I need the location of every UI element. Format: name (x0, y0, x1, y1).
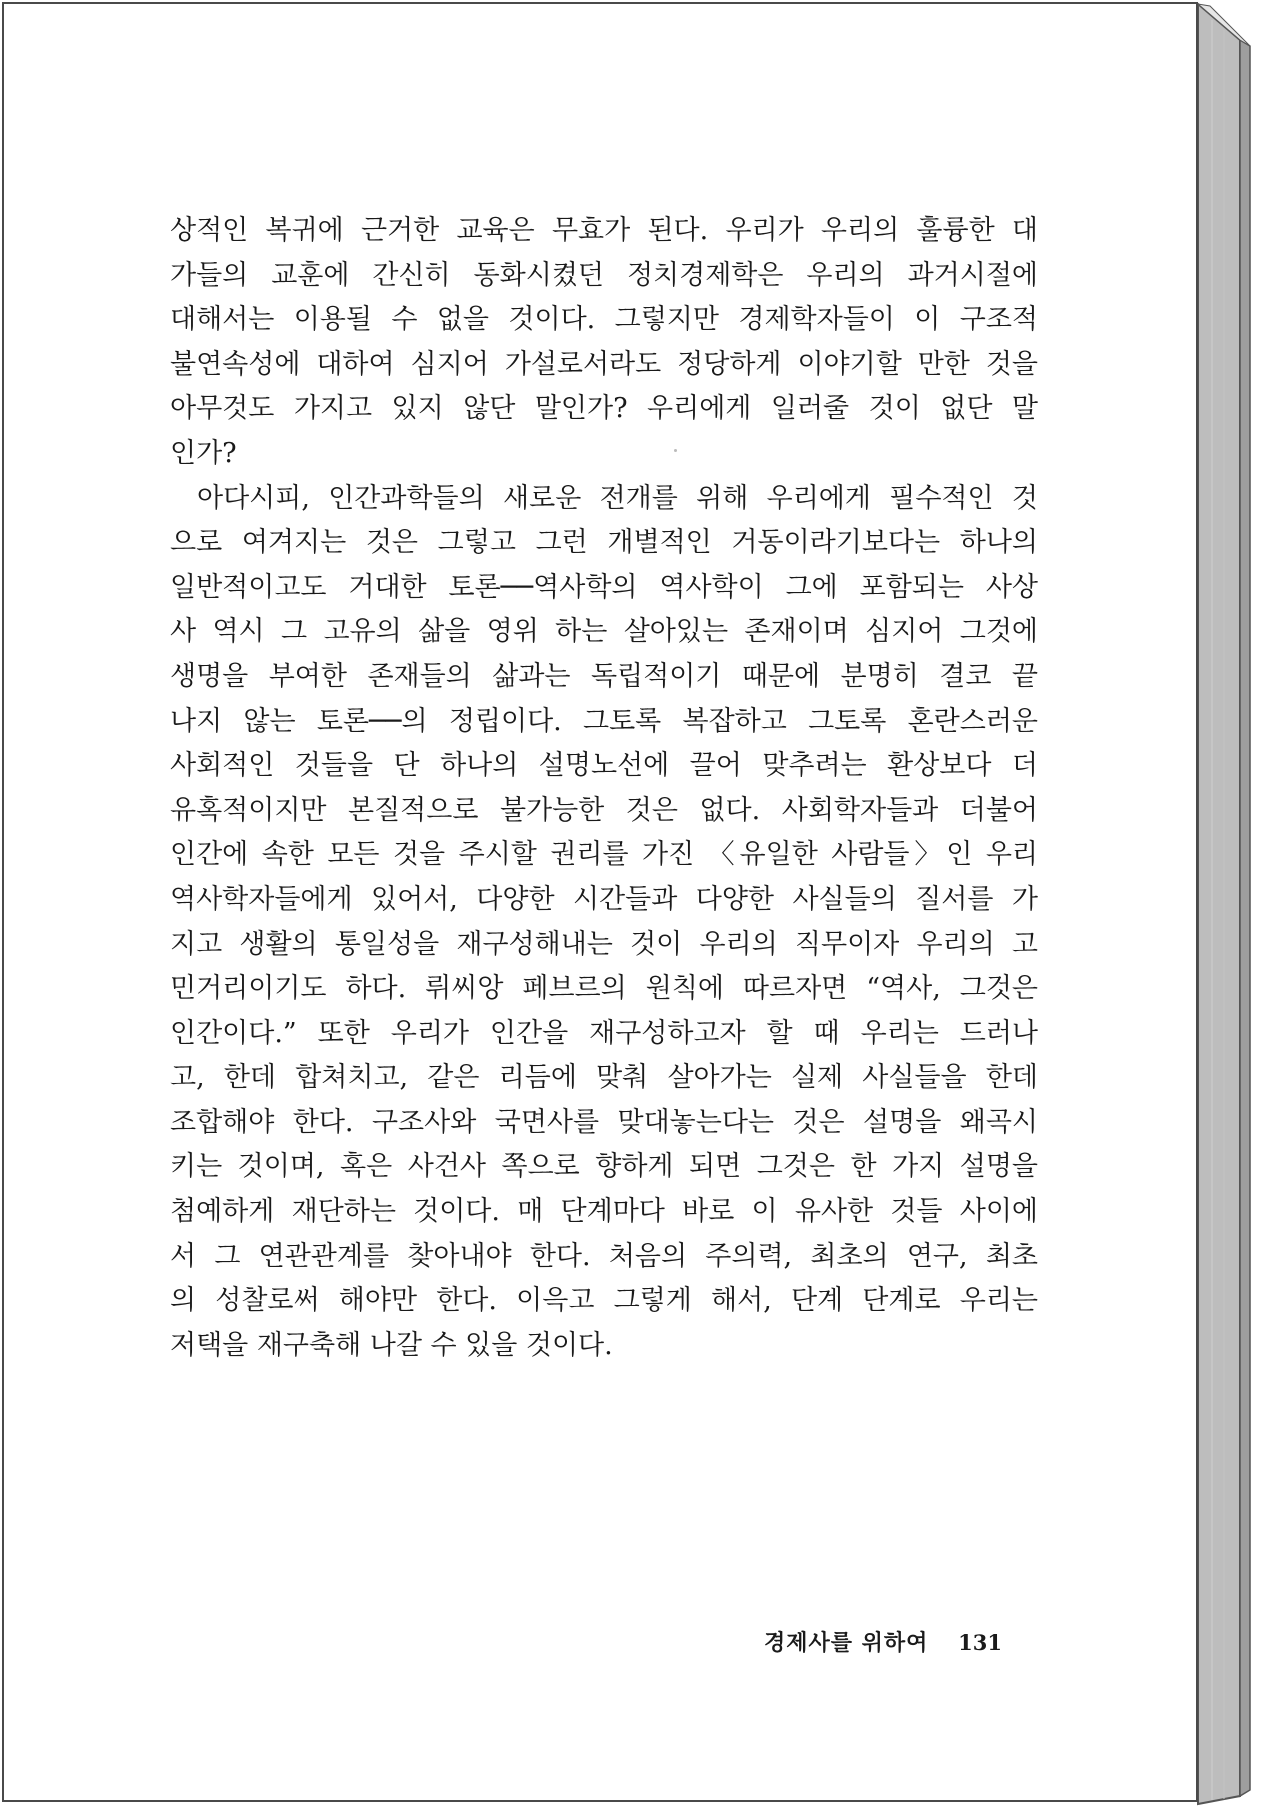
page-number: 131 (958, 1630, 1002, 1655)
text-line: 인간이다.” 또한 우리가 인간을 재구성하고자 할 때 우리는 드러나 (170, 1017, 1038, 1049)
text-line: 지고 생활의 통일성을 재구성해내는 것이 우리의 직무이자 우리의 고 (170, 928, 1038, 960)
text-line: 으로 여겨지는 것은 그렇고 그런 개별적인 거동이라기보다는 하나의 (170, 527, 1038, 559)
text-line: 대해서는 이용될 수 없을 것이다. 그렇지만 경제학자들이 이 구조적 (170, 304, 1038, 336)
text-line: 나지 않는 토론──의 정립이다. 그토록 복잡하고 그토록 혼란스러운 (170, 705, 1038, 737)
text-line: 아다시피, 인간과학들의 새로운 전개를 위해 우리에게 필수적인 것 (197, 482, 1038, 514)
text-line: 고, 한데 합쳐치고, 같은 리듬에 맞춰 살아가는 실제 사실들을 한데 (170, 1062, 1038, 1094)
text-line: 아무것도 가지고 있지 않단 말인가? 우리에게 일러줄 것이 없단 말 (170, 393, 1038, 425)
page-sheet (2, 2, 1198, 1802)
text-line: 의 성찰로써 해야만 한다. 이윽고 그렇게 해서, 단계 단계로 우리는 (170, 1285, 1038, 1317)
text-line: 유혹적이지만 본질적으로 불가능한 것은 없다. 사회학자들과 더불어 (170, 794, 1038, 826)
text-line: 역사학자들에게 있어서, 다양한 시간들과 다양한 사실들의 질서를 가 (170, 883, 1038, 915)
text-line: 조합해야 한다. 구조사와 국면사를 맞대놓는다는 것은 설명을 왜곡시 (170, 1106, 1038, 1138)
page-footer (764, 1626, 1064, 1657)
text-line: 인간에 속한 모든 것을 주시할 권리를 가진 〈유일한 사람들〉인 우리 (170, 839, 1038, 871)
text-line: 첨예하게 재단하는 것이다. 매 단계마다 바로 이 유사한 것들 사이에 (170, 1196, 1038, 1228)
text-line: 생명을 부여한 존재들의 삶과는 독립적이기 때문에 분명히 결코 끝 (170, 660, 1038, 692)
body-text (170, 209, 1038, 1368)
text-line: 상적인 복귀에 근거한 교육은 무효가 된다. 우리가 우리의 훌륭한 대 (170, 215, 1038, 246)
text-line: 인가? (170, 437, 237, 469)
scan-speck (674, 449, 677, 452)
text-line: 저택을 재구축해 나갈 수 있을 것이다. (170, 1329, 613, 1361)
text-line: 사 역시 그 고유의 삶을 영위 하는 살아있는 존재이며 심지어 그것에 (170, 616, 1038, 648)
text-line: 불연속성에 대하여 심지어 가설로서라도 정당하게 이야기할 만한 것을 (170, 348, 1038, 380)
text-line: 키는 것이며, 혹은 사건사 쪽으로 향하게 되면 그것은 한 가지 설명을 (170, 1151, 1038, 1183)
text-line: 서 그 연관관계를 찾아내야 한다. 처음의 주의력, 최초의 연구, 최초 (170, 1240, 1038, 1272)
text-line: 민거리이기도 하다. 뤼씨앙 페브르의 원칙에 따르자면 “역사, 그것은 (170, 973, 1038, 1005)
text-line: 사회적인 것들을 단 하나의 설명노선에 끌어 맞추려는 환상보다 더 (170, 750, 1038, 782)
text-line: 가들의 교훈에 간신히 동화시켰던 정치경제학은 우리의 과거시절에 (170, 259, 1038, 291)
running-title: 경제사를 위하여 (764, 1630, 929, 1656)
text-line: 일반적이고도 거대한 토론──역사학의 역사학이 그에 포함되는 사상 (170, 571, 1038, 603)
